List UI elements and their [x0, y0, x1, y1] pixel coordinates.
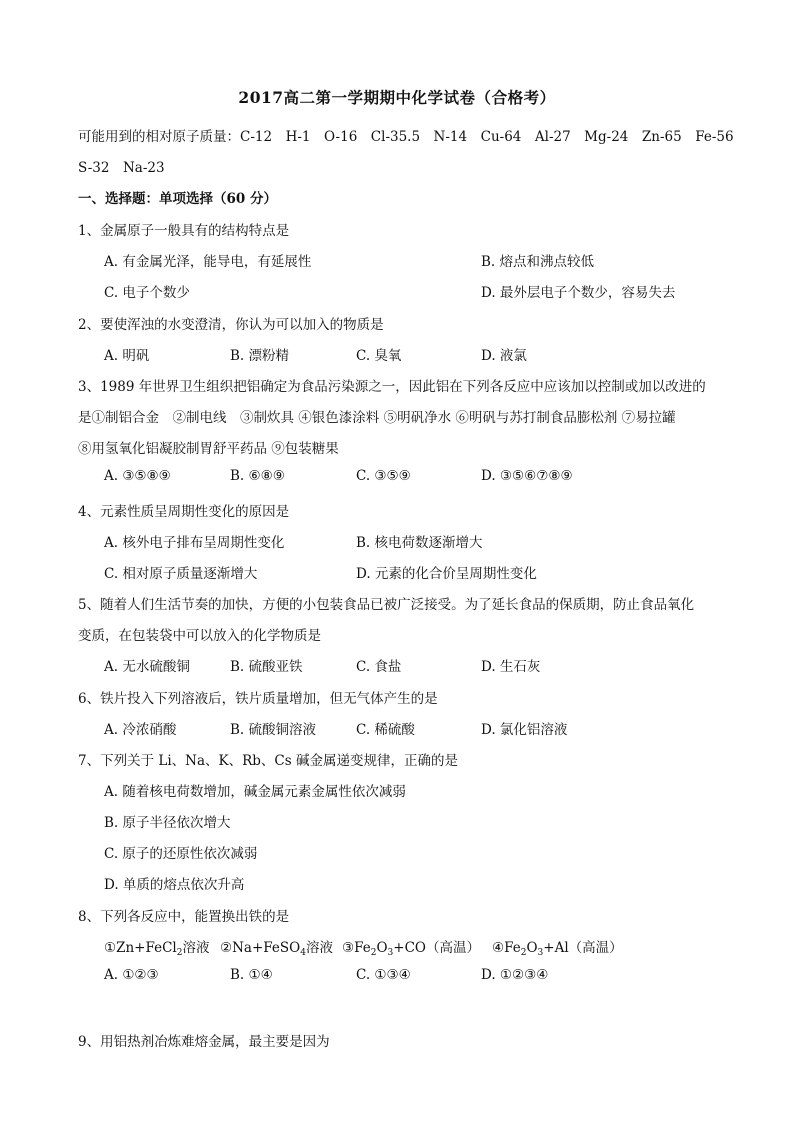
q2-option-c[interactable]: C. 臭氧	[356, 348, 402, 364]
section-heading: 一、选择题：单项选择（60 分）	[78, 191, 277, 207]
q8-option-d[interactable]: D. ①②③④	[481, 967, 549, 983]
q5-option-a[interactable]: A. 无水硫酸铜	[104, 659, 190, 675]
q5-option-b[interactable]: B. 硫酸亚铁	[230, 659, 303, 675]
q4-option-b[interactable]: B. 核电荷数逐渐增大	[356, 535, 483, 551]
q8-r2-sub: 4	[300, 948, 306, 958]
q8-r2-a: ②Na+FeSO	[220, 940, 301, 956]
q8-r4-a: ④Fe	[492, 940, 521, 956]
q3-option-a[interactable]: A. ③⑤⑧⑨	[104, 468, 171, 484]
q6-option-c[interactable]: C. 稀硫酸	[356, 722, 415, 738]
q8-r4-mid: O	[526, 940, 538, 956]
q8-option-a[interactable]: A. ①②③	[104, 967, 159, 983]
q1-option-c[interactable]: C. 电子个数少	[104, 285, 190, 301]
question-4-stem: 4、元素性质呈周期性变化的原因是	[78, 504, 290, 520]
question-1-stem: 1、金属原子一般具有的结构特点是	[78, 223, 290, 239]
q8-r2-b: 溶液	[305, 940, 333, 956]
q8-reaction-4	[492, 936, 623, 956]
q8-reaction-1	[104, 936, 210, 956]
q8-r4-b: +Al（高温）	[543, 940, 623, 956]
q5-option-c[interactable]: C. 食盐	[356, 659, 402, 675]
q6-option-a[interactable]: A. 冷浓硝酸	[104, 722, 177, 738]
q5-option-d[interactable]: D. 生石灰	[481, 659, 541, 675]
q8-r3-sub1: 2	[370, 948, 377, 958]
q8-r3-b: +CO（高温）	[393, 940, 480, 956]
q8-r3-mid: O	[376, 940, 388, 956]
q7-option-b[interactable]: B. 原子半径依次增大	[104, 815, 231, 831]
page-title: 2017高二第一学期期中化学试卷（合格考）	[238, 88, 556, 107]
question-9-stem: 9、用铝热剂冶炼难熔金属，最主要是因为	[78, 1034, 330, 1050]
q8-r4-sub1: 2	[520, 948, 527, 958]
q8-r3-sub2: 3	[387, 948, 394, 958]
q8-r1-b: 溶液	[182, 940, 210, 956]
q4-option-a[interactable]: A. 核外电子排布呈周期性变化	[104, 535, 285, 551]
q8-r1-sub: 2	[176, 948, 183, 958]
q6-option-b[interactable]: B. 硫酸铜溶液	[230, 722, 317, 738]
question-7-stem: 7、下列关于 Li、Na、K、Rb、Cs 碱金属递变规律，正确的是	[78, 753, 458, 769]
question-6-stem: 6、铁片投入下列溶液后，铁片质量增加，但无气体产生的是	[78, 691, 438, 707]
q8-reaction-2	[220, 936, 333, 956]
atomic-mass-line	[78, 125, 734, 145]
q7-option-a[interactable]: A. 随着核电荷数增加，碱金属元素金属性依次减弱	[104, 784, 406, 800]
q7-option-d[interactable]: D. 单质的熔点依次升高	[104, 877, 245, 893]
q3-option-d[interactable]: D. ③⑤⑥⑦⑧⑨	[481, 468, 573, 484]
q8-option-b[interactable]: B. ①④	[230, 967, 273, 983]
q2-option-a[interactable]: A. 明矾	[104, 348, 150, 364]
question-5-stem-line-2: 变质，在包装袋中可以放入的化学物质是	[78, 628, 321, 644]
q2-option-b[interactable]: B. 漂粉精	[230, 348, 290, 364]
q8-r1-a: ①Zn+FeCl	[104, 940, 177, 956]
atomic-mass-line-2: S-32 Na-23	[78, 160, 165, 176]
q3-option-b[interactable]: B. ⑥⑧⑨	[230, 468, 285, 484]
q1-option-b[interactable]: B. 熔点和沸点较低	[481, 254, 595, 270]
question-8-stem: 8、下列各反应中，能置换出铁的是	[78, 909, 290, 925]
q3-option-c[interactable]: C. ③⑤⑨	[356, 468, 411, 484]
atomic-mass-text: 可能用到的相对原子质量：C-12 H-1 O-16 Cl-35.5 N-14 Cu-64 Al-27 Mg-24 Zn-65 Fe-56	[78, 129, 734, 145]
q8-r3-a: ③Fe	[342, 940, 371, 956]
q4-option-d[interactable]: D. 元素的化合价呈周期性变化	[356, 566, 537, 582]
q2-option-d[interactable]: D. 液氯	[481, 348, 527, 364]
question-2-stem: 2、要使浑浊的水变澄清，你认为可以加入的物质是	[78, 317, 384, 333]
q8-r4-sub2: 3	[537, 948, 544, 958]
question-3-stem-line-2: 是①制铝合金 ②制电线 ③制炊具 ④银色漆涂料 ⑤明矾净水 ⑥明矾与苏打制食品膨松剂 ⑦易拉罐	[78, 410, 676, 426]
q7-option-c[interactable]: C. 原子的还原性依次减弱	[104, 846, 258, 862]
q8-option-c[interactable]: C. ①③④	[356, 967, 411, 983]
question-3-stem-line-1: 3、1989 年世界卫生组织把铝确定为食品污染源之一，因此铝在下列各反应中应该加以控制或加以改进的	[78, 379, 706, 395]
q6-option-d[interactable]: D. 氯化铝溶液	[481, 722, 568, 738]
question-3-stem-line-3: ⑧用氢氧化铝凝胶制胃舒平药品 ⑨包装糖果	[78, 441, 339, 457]
q8-reaction-3	[342, 936, 480, 956]
question-5-stem-line-1: 5、随着人们生活节奏的加快，方便的小包装食品已被广泛接受。为了延长食品的保质期，防止食品氧化	[78, 597, 695, 613]
q4-option-c[interactable]: C. 相对原子质量逐渐增大	[104, 566, 258, 582]
q1-option-a[interactable]: A. 有金属光泽，能导电，有延展性	[104, 254, 312, 270]
q1-option-d[interactable]: D. 最外层电子个数少，容易失去	[481, 285, 676, 301]
